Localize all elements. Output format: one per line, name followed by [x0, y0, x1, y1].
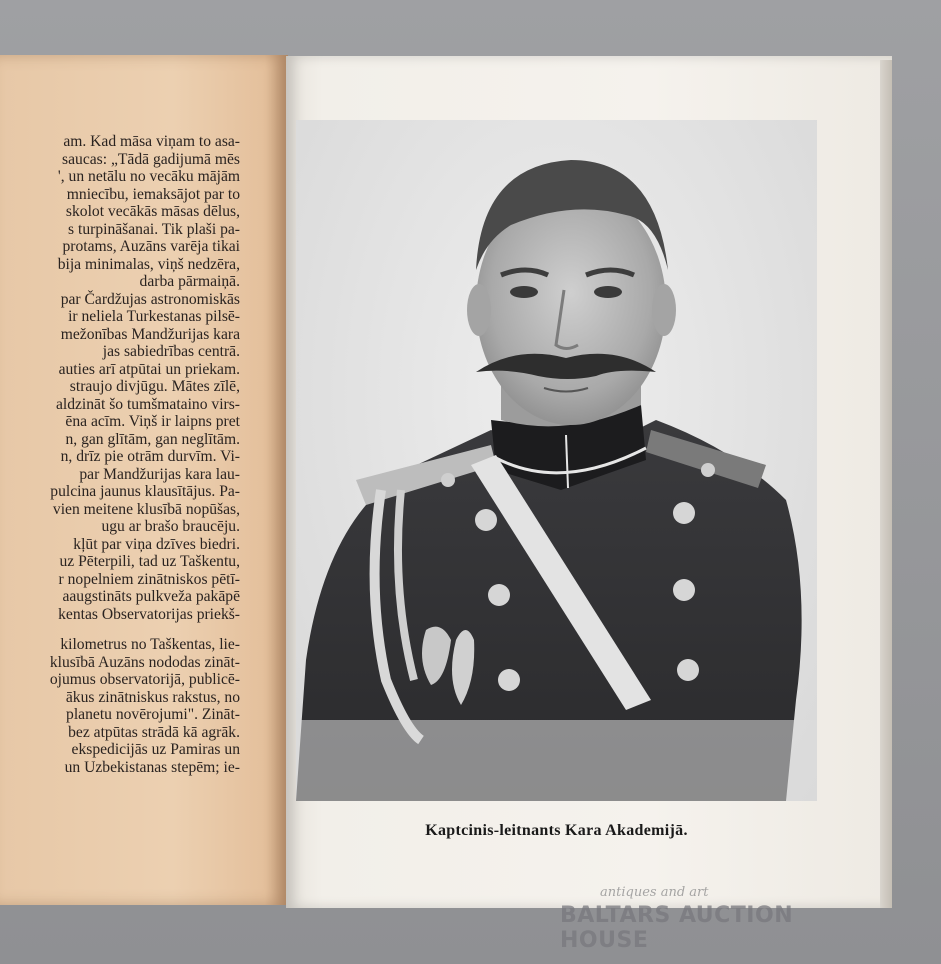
text-line: klusībā Auzāns nododas zināt- [49, 653, 240, 671]
text-line: vien meitene klusībā nopūšas, [52, 500, 240, 518]
text-line: uz Pēterpili, tad uz Taškentu, [59, 553, 240, 570]
text-line: par Čardžujas astronomiskās [60, 290, 240, 308]
text-line: protams, Auzāns varēja tikai [62, 238, 240, 255]
text-line: ir neliela Turkestanas pilsē- [68, 308, 240, 325]
text-line: r nopelniem zinātniskos pētī- [58, 570, 240, 588]
text-line: auties arī atpūtai un priekam. [58, 360, 240, 378]
text-line [0, 623, 240, 636]
text-line: aaugstināts pulkveža pakāpē [62, 588, 240, 605]
text-line: kentas Observatorijas priekš- [58, 605, 240, 623]
left-page-text [0, 133, 240, 776]
text-line: bez atpūtas strādā kā agrāk. [68, 723, 240, 741]
text-line: ', un netālu no vecāku mājām [57, 168, 240, 185]
text-line: s turpināšanai. Tik plaši pa- [68, 220, 240, 238]
watermark-tagline: antiques and art [600, 885, 709, 900]
portrait-photo [296, 120, 817, 801]
left-book-page [0, 55, 288, 905]
text-line: bija minimalas, viņš nedzēra, [57, 255, 240, 273]
text-line: ēna acīm. Viņš ir laipns pret [65, 413, 240, 430]
text-line: darba pārmaiņā. [139, 273, 240, 290]
text-line: skolot vecākās māsas dēlus, [65, 203, 240, 220]
text-line: n, gan glītām, gan neglītām. [65, 430, 240, 448]
text-line: kilometrus no Taškentas, lie- [60, 636, 240, 653]
text-line: am. Kad māsa viņam to asa- [63, 133, 240, 150]
text-line: planetu novērojumi". Zināt- [66, 706, 240, 723]
text-line: jas sabiedrības centrā. [102, 343, 240, 360]
text-line: n, drīz pie otrām durvīm. Vi- [60, 448, 240, 465]
text-line: saucas: „Tādā gadijumā mēs [62, 150, 240, 168]
text-line: aldzināt šo tumšmataino virs- [55, 395, 240, 413]
watermark-brand: BALTARS AUCTION HOUSE [560, 903, 794, 953]
photo-caption: Kaptcinis-leitnants Kara Akademijā. [425, 822, 688, 839]
text-line: mniecību, iemaksājot par to [66, 185, 240, 203]
text-line: ojumus observatorijā, publicē- [49, 671, 240, 688]
text-line: ekspedicijās uz Pamiras un [71, 741, 240, 758]
text-line: pulcina jaunus klausītājus. Pa- [50, 483, 240, 500]
text-line: ākus zinātniskus rakstus, no [65, 688, 240, 706]
page-edge [880, 60, 892, 908]
officer-portrait-image [296, 120, 817, 801]
text-line: ugu ar brašo braucēju. [101, 518, 240, 535]
text-line: par Mandžurijas kara lau- [79, 465, 240, 483]
text-line: kļūt par viņa dzīves biedri. [73, 535, 240, 553]
text-line: straujo divjūgu. Mātes zīlē, [69, 378, 240, 395]
text-line: mežonības Mandžurijas kara [60, 325, 240, 343]
text-line: un Uzbekistanas stepēm; ie- [64, 758, 240, 776]
